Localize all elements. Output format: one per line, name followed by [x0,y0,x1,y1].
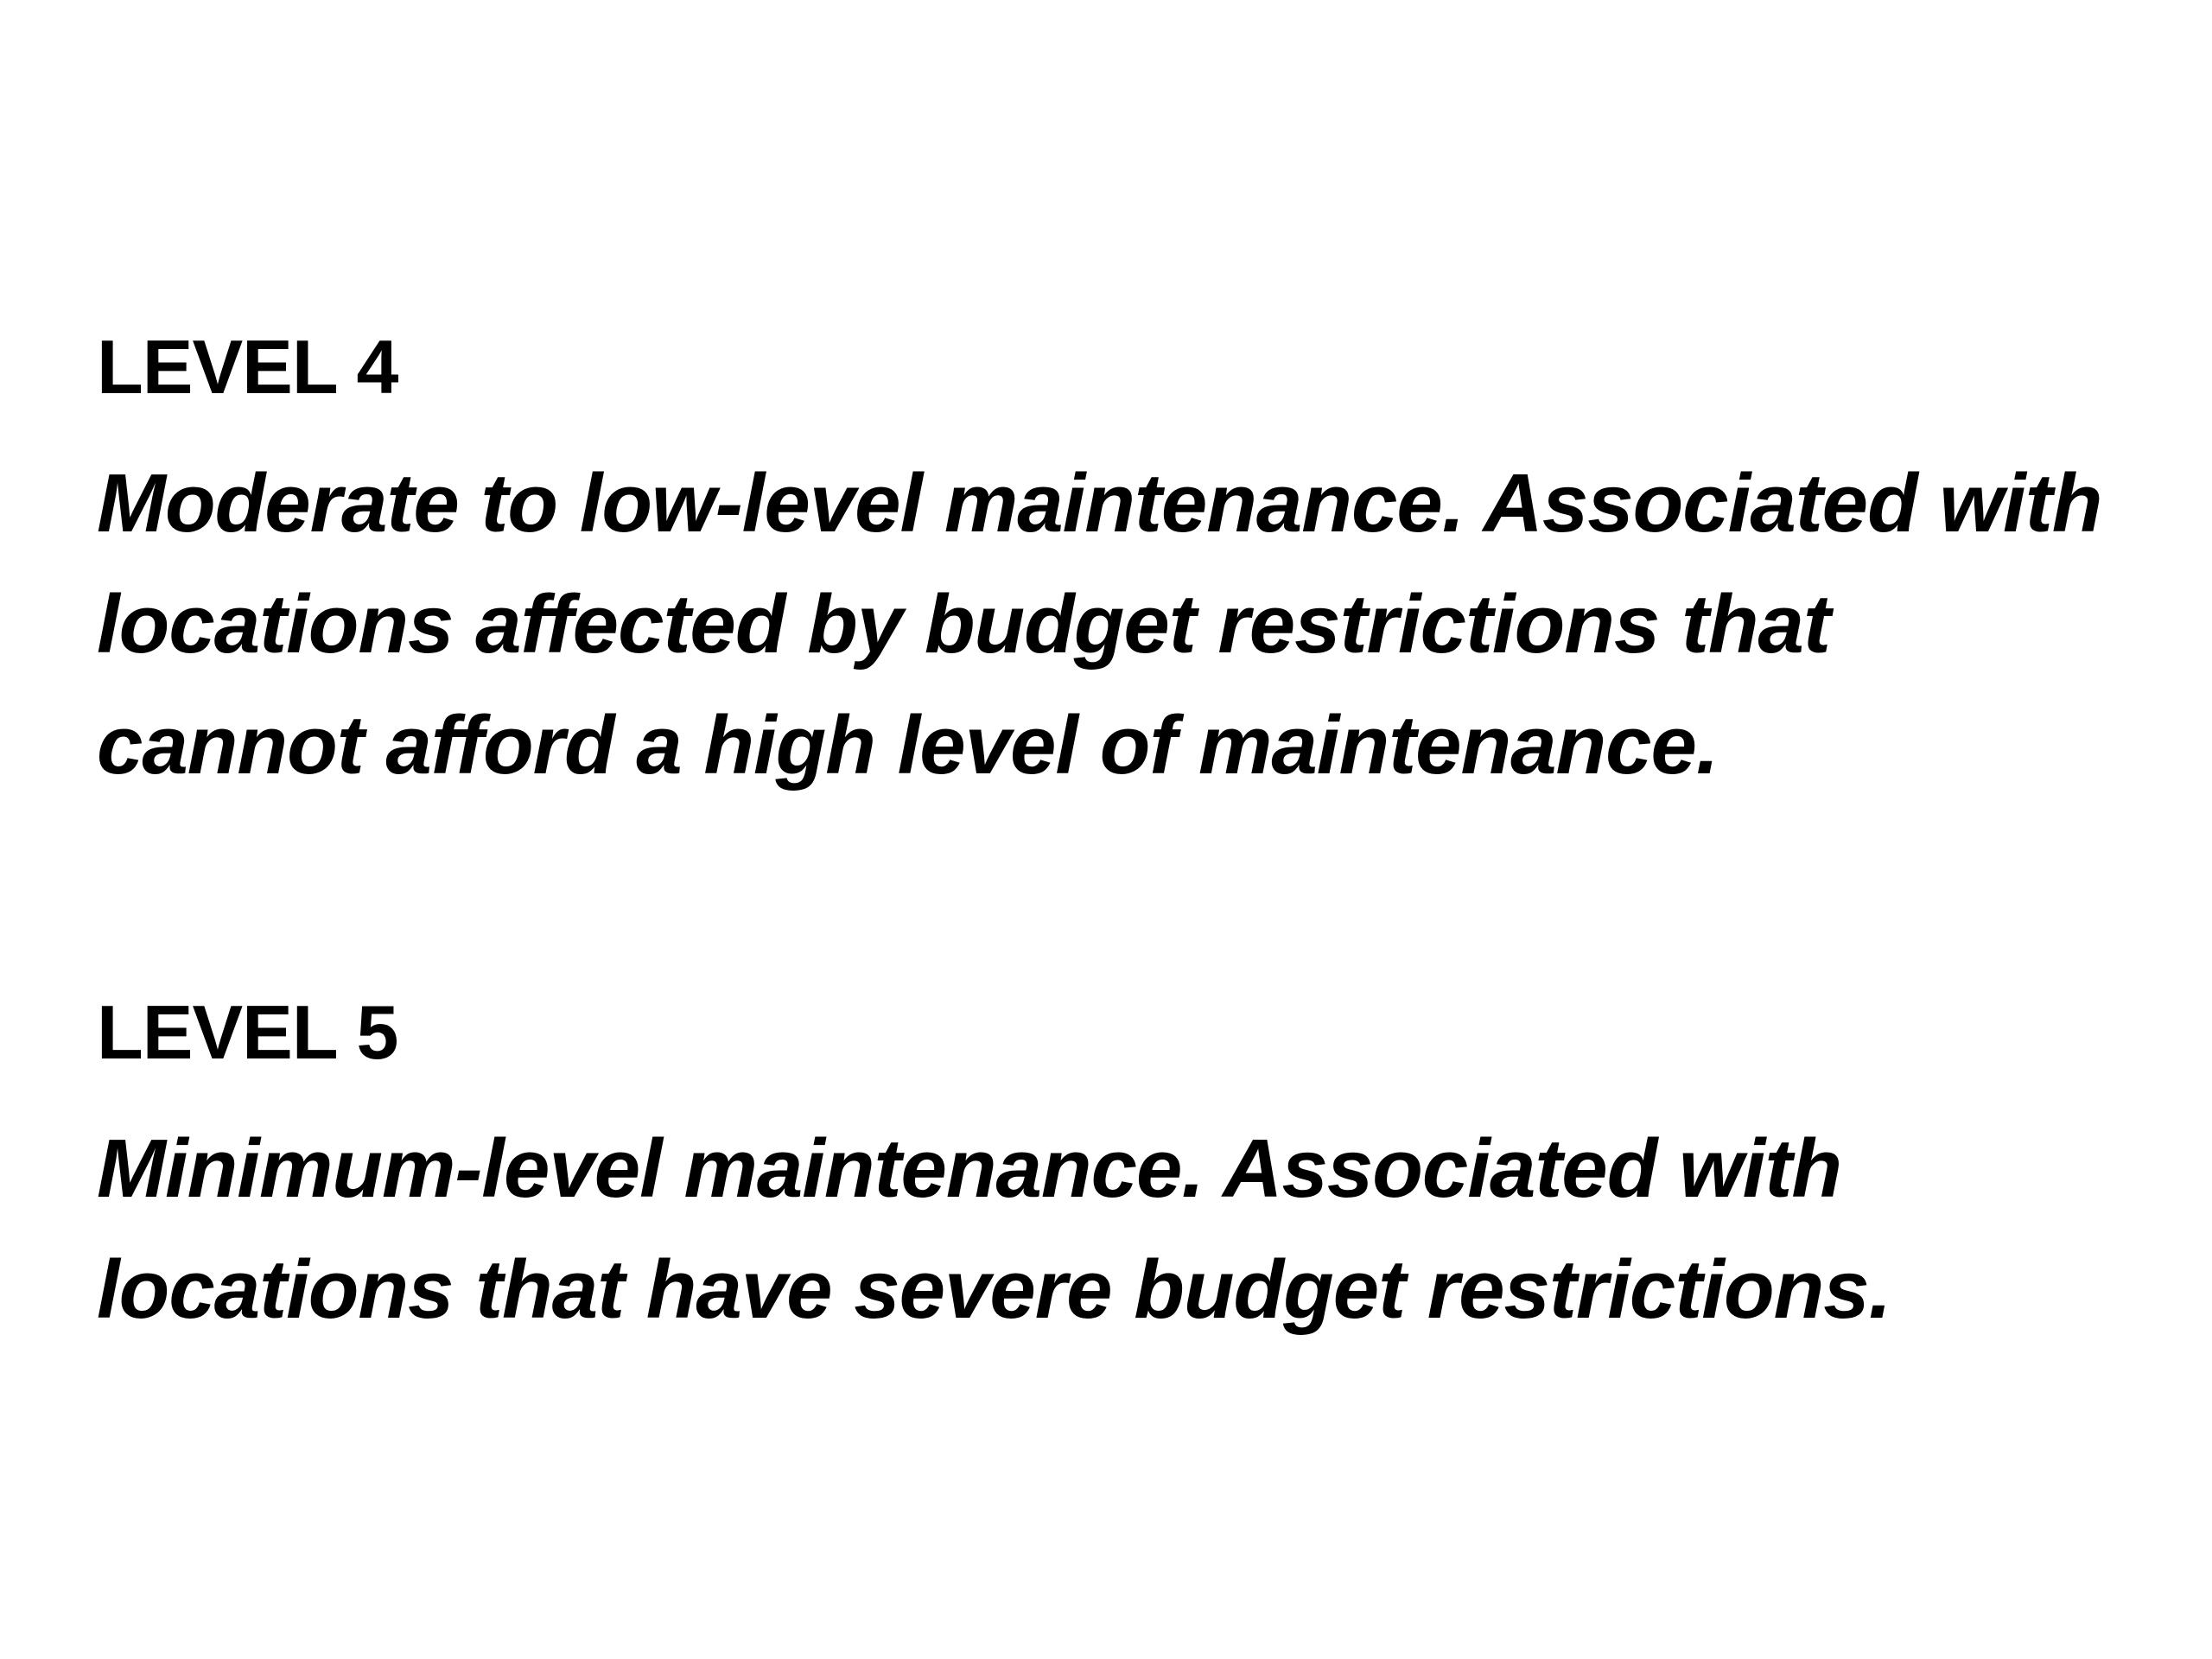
level-4-section [97,324,2110,806]
level-4-description: Moderate to low-level maintenance. Associated with locations affected by budget restrictions that cannot afford a high level of maintenance. [97,457,2102,791]
level-5-description: Minimum-level maintenance. Associated with locations that have severe budget restrictions. [97,1122,1891,1336]
level-4-heading: LEVEL 4 [97,324,398,410]
level-5-heading: LEVEL 5 [97,989,398,1075]
level-5-section [97,989,2110,1351]
